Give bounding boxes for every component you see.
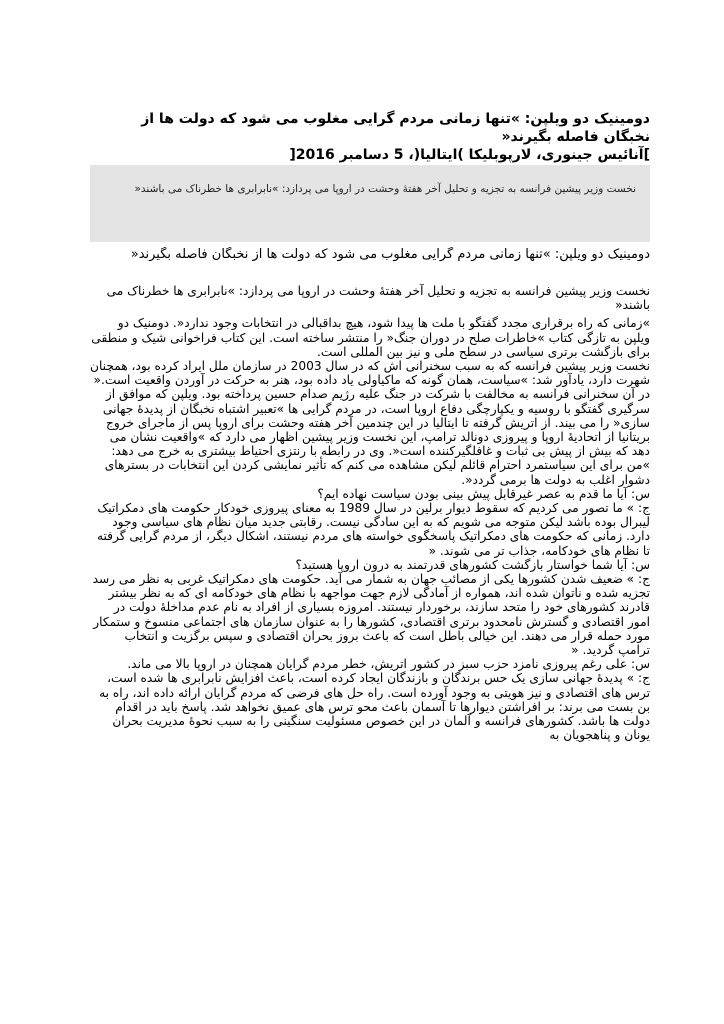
answer: ج: » ضعیف شدن کشورها یکی از مصائب جهان به شمار می آید. حکومت های دمکراتیک غربی به نظر می رسد تجزیه شده و ناتوان شده اند، همواره از آمادگی لازم جهت مواجهه با نظام های خودکامه ای که به نظر بیشتر قادرند کشورهای خود را متحد سازند، برخوردار نیستند. امروزه بسیاری از افراد به نام عدم مداخلهٔ دولت در امور اقتصادی و گسترش نامحدود برتری اقتصادی، کشورها را به عنوان سازمان های اجتماعی منسوخ و ستمکار مورد حمله قرار می دهند. این خیالی باطل است که باعث بروز بحران اقتصادی و سپس برگزیت و انتخاب ترامپ گردید. « — [92, 572, 650, 658]
title-line-1: دومینیک دو ویلپن: »تنها زمانی مردم گرایی مغلوب می شود که دولت ها از نخبگان فاصله بگیرند« — [141, 111, 650, 145]
question: س: آیا شما خواستار بازگشت کشورهای قدرتمند به درون اروپا هستید؟ — [295, 557, 650, 572]
body-heading: دومینیک دو ویلپن: »تنها زمانی مردم گرایی مغلوب می شود که دولت ها از نخبگان فاصله بگیرند« — [130, 247, 650, 262]
body-paragraph: »زمانی که راه برقراری مجدد گفتگو با ملت ها پیدا شود، هیچ بداقبالی در انتخابات وجود ندارد«. دومنیک دو ویلپن به تازگی کتاب »خاطرات صلح در دوران جنگ« را منتشر ساخته است. این کتاب فراخوانی شیک و منطقی برای بازگشت برتری سیاسی در سطح ملی و نیز بین المللی است. — [91, 316, 650, 359]
answer: ج: » پدیدهٔ جهانی سازی یک حس برندگان و بازندگان ایجاد کرده است، باعث افزایش نابرابری ها شده است، ترس های اقتصادی و نیز هویتی به وجود آورده است. راه حل های فرضی که مردم گرایان ارائه داده اند، راه به بن بست می برند: بر افراشتن دیوارها تا آسمان باعث محو ترس های عمیق نخواهد شد. پاسخ باید در اقدام دولت ها باشد. کشورهای فرانسه و آلمان در این خصوص مسئولیت سنگینی را به سبب نحوهٔ مدیریت بحران یونان و پناهجویان به — [99, 671, 650, 743]
question: س: علی رغم پیروزی نامزد حزب سبز در کشور اتریش، خطر مردم گرایان همچنان در اروپا بالا می ماند. — [127, 657, 650, 672]
body-subheading: نخست وزیر پیشین فرانسه به تجزیه و تحلیل آخر هفتهٔ وحشت در اروپا می پردازد: »نابرابری ها خطرناک می باشند« — [106, 284, 650, 313]
article-body — [90, 247, 650, 947]
summary-box — [90, 165, 650, 242]
body-paragraph: نخست وزیر پیشین فرانسه که به سبب سخنرانی اش که در سال 2003 در سازمان ملل ایراد کرده بود، همچنان شهرت دارد، یادآور شد: »سیاست، همان گونه که ماکیاولی یاد داده بود، هنر به حرکت در آوردن واقعیت است.« در آن سخنرانی فرانسه به مخالفت با شرکت در جنگ علیه رژیم صدام حسین پرداخته بود. ویلپن که موافق از سرگیری گفتگو با روسیه و یکپارچگی دفاع اروپا است، در مردم گرایی ها »تعبیر اشتباه نخبگان از پدیدهٔ جهانی سازی« را می بیند. از اتریش گرفته تا ایتالیا در این چندمین آخر هفته وحشت برای اروپا پس از ماجرای خروج بریتانیا از اتحادیهٔ اروپا و پیروزی دونالد ترامپ، این نخست وزیر پیشین اظهار می دارد که »واقعیت نشان می دهد که بیش از پیش بی ثبات و غافلگیرکننده است«. وی در رابطه با رنتزی احتیاط بیشتری به خرج می دهد: »من برای این سیاستمرد احترام قائلم لیکن مشاهده می کنم که تأثیر نمایشی کردن این انتخابات در بسترهای دشوار اغلب به دولت ها برمی گردد«. — [90, 359, 650, 487]
title-line-2: ]آنائیس جینوری، لارپوبلیکا )ایتالیا(، 5 دسامبر 2016[ — [289, 147, 650, 163]
article-title — [90, 110, 650, 164]
answer: ج: » ما تصور می کردیم که سقوط دیوار برلین در سال 1989 به معنای پیروزی خودکار حکومت های دمکراتیک لیبرال بوده باشد لیکن متوجه می شویم که به این سادگی نیست. رقابتی جدید میان نظام های سیاسی وجود دارد. زمانی که حکومت های دمکراتیک پاسخگوی خواسته های مردم نیستند، اشکال دیگر، از مردم گرایی گرفته تا نظام های خودکامه، جذاب تر می شوند. « — [96, 501, 650, 558]
question: س: آیا ما قدم به عصر غیرقابل پیش بینی بودن سیاست نهاده ایم؟ — [317, 486, 650, 501]
summary-text: نخست وزیر پیشین فرانسه به تجزیه و تحلیل آخر هفتهٔ وحشت در اروپا می پردازد: »نابرابری ها خطرناک می باشند« — [134, 183, 636, 195]
